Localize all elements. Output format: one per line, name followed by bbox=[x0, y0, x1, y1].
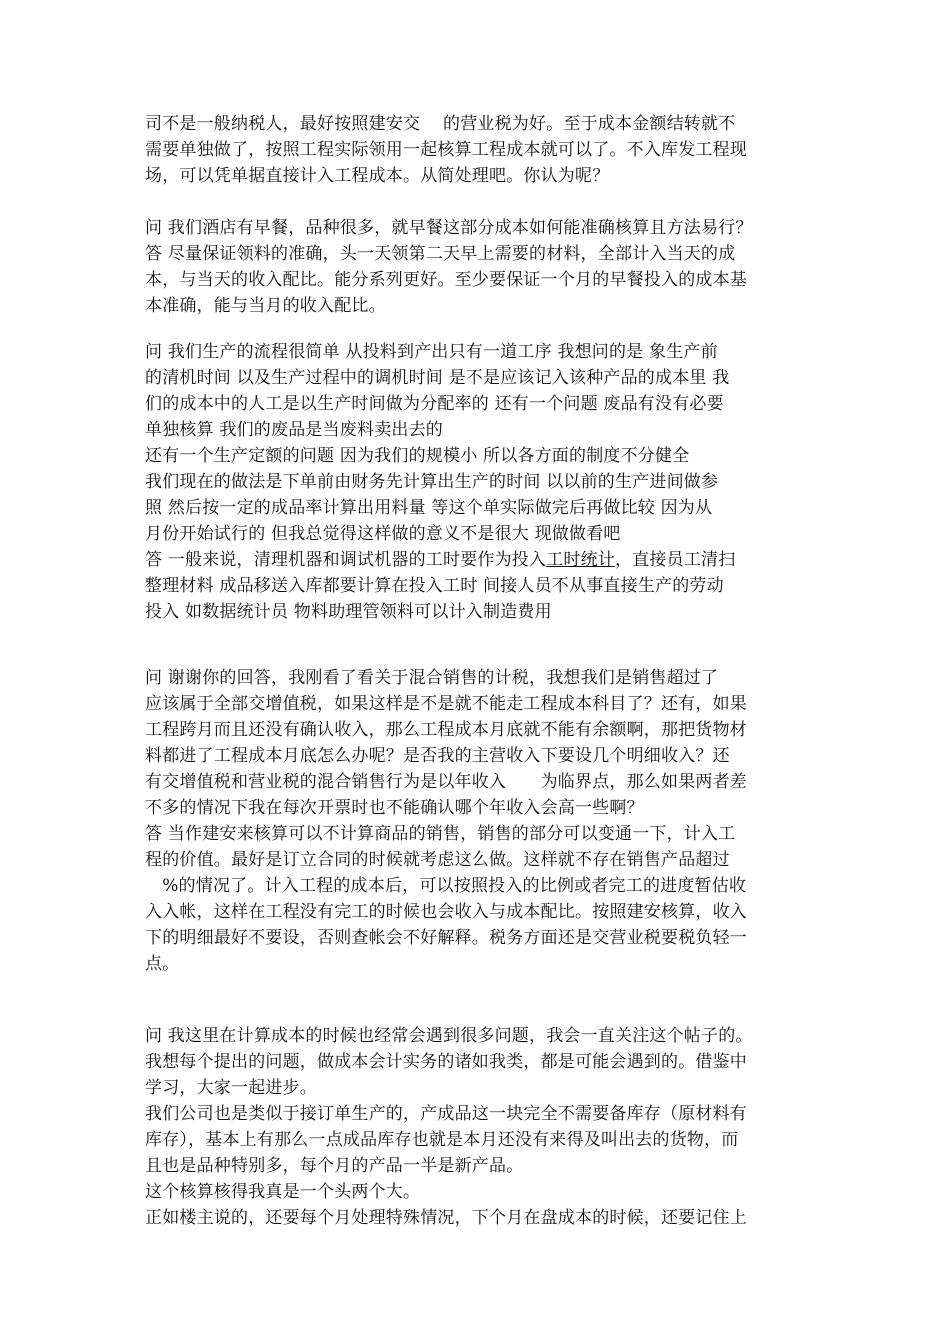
text-line: 投入 如数据统计员 物料助理管领料可以计入制造费用 bbox=[145, 602, 552, 622]
text-line: 不多的情况下我在每次开票时也不能确认哪个年收入会高一些啊？ bbox=[145, 798, 644, 818]
text-line: 问 谢谢你的回答，我刚看了看关于混合销售的计税，我想我们是销售超过了 bbox=[145, 668, 719, 688]
text-line: 问 我们生产的流程很简单 从投料到产出只有一道工序 我想问的是 象生产前 bbox=[145, 342, 718, 362]
text-line: 我想每个提出的问题，做成本会计实务的诸如我类，都是可能会遇到的。借鉴中 bbox=[145, 1052, 747, 1072]
text-line: 入入帐，这样在工程没有完工的时候也会收入与成本配比。按照建安核算，收入 bbox=[145, 902, 747, 922]
text-line: 本准确，能与当月的收入配比。 bbox=[145, 296, 386, 316]
text-line: 有交增值税和营业税的混合销售行为是以年收入 为临界点，那么如果两者差 bbox=[145, 772, 747, 792]
text-line: 们的成本中的人工是以生产时间做为分配率的 还有一个问题 废品有没有必要 bbox=[145, 394, 724, 414]
text-line: 工程跨月而且还没有确认收入，那么工程成本月底就不能有余额啊，那把货物材 bbox=[145, 720, 747, 740]
underlined-term: 工时统计 bbox=[546, 550, 616, 570]
text-line: 本，与当天的收入配比。能分系列更好。至少要保证一个月的早餐投入的成本基 bbox=[145, 270, 747, 290]
text-run: 答 一般来说，清理机器和调试机器的工时要作为投入 bbox=[145, 550, 547, 570]
text-line: 学习，大家一起进步。 bbox=[145, 1078, 317, 1098]
text-line: 需要单独做了，按照工程实际领用一起核算工程成本就可以了。不入库发工程现 bbox=[145, 140, 747, 160]
text-line: 问 我这里在计算成本的时候也经常会遇到很多问题，我会一直关注这个帖子的。 bbox=[145, 1026, 753, 1046]
text-line: 下的明细最好不要设，否则查帐会不好解释。税务方面还是交营业税要税负轻一 bbox=[145, 928, 747, 948]
text-line: 照 然后按一定的成品率计算出用料量 等这个单实际做完后再做比较 因为从 bbox=[145, 498, 713, 518]
text-line: 点。 bbox=[145, 954, 180, 974]
text-line: 单独核算 我们的废品是当废料卖出去的 bbox=[145, 420, 444, 440]
text-line: 程的价值。最好是订立合同的时候就考虑这么做。这样就不存在销售产品超过 bbox=[145, 850, 730, 870]
text-line: 月份开始试行的 但我总觉得这样做的意义不是很大 现做做看吧 bbox=[145, 524, 621, 544]
text-line bbox=[145, 548, 735, 572]
text-line: 整理材料 成品移送入库都要计算在投入工时 间接人员不从事直接生产的劳动 bbox=[145, 576, 724, 596]
text-line: 答 尽量保证领料的准确，头一天领第二天早上需要的材料，全部计入当天的成 bbox=[145, 244, 736, 264]
text-line: 还有一个生产定额的问题 因为我们的规模小 所以各方面的制度不分健全 bbox=[145, 446, 690, 466]
text-line: 这个核算核得我真是一个头两个大。 bbox=[145, 1182, 421, 1202]
text-line: 的清机时间 以及生产过程中的调机时间 是不是应该记入该种产品的成本里 我 bbox=[145, 368, 730, 388]
text-run: ，直接员工清扫 bbox=[615, 550, 736, 570]
text-line: 场，可以凭单据直接计入工程成本。从简处理吧。你认为呢？ bbox=[145, 166, 610, 186]
text-line: 我们公司也是类似于接订单生产的，产成品这一块完全不需要备库存（原材料有 bbox=[145, 1104, 747, 1124]
text-line: 应该属于全部交增值税，如果这样是不是就不能走工程成本科目了？还有，如果 bbox=[145, 694, 747, 714]
text-line: 问 我们酒店有早餐，品种很多，就早餐这部分成本如何能准确核算且方法易行？ bbox=[145, 218, 753, 238]
text-line: 我们现在的做法是下单前由财务先计算出生产的时间 以以前的生产进间做参 bbox=[145, 472, 719, 492]
text-line: 库存），基本上有那么一点成品库存也就是本月还没有来得及叫出去的货物，而 bbox=[145, 1130, 739, 1150]
text-line: 正如楼主说的，还要每个月处理特殊情况，下个月在盘成本的时候，还要记住上 bbox=[145, 1208, 747, 1228]
text-line: 料都进了工程成本月底怎么办呢？是否我的主营收入下要设几个明细收入？还 bbox=[145, 746, 730, 766]
text-line: %的情况了。计入工程的成本后，可以按照投入的比例或者完工的进度暂估收 bbox=[145, 876, 747, 896]
text-line: 司不是一般纳税人，最好按照建安交 的营业税为好。至于成本金额结转就不 bbox=[145, 114, 736, 134]
text-line: 且也是品种特别多，每个月的产品一半是新产品。 bbox=[145, 1156, 524, 1176]
text-line: 答 当作建安来核算可以不计算商品的销售，销售的部分可以变通一下，计入工 bbox=[145, 824, 736, 844]
